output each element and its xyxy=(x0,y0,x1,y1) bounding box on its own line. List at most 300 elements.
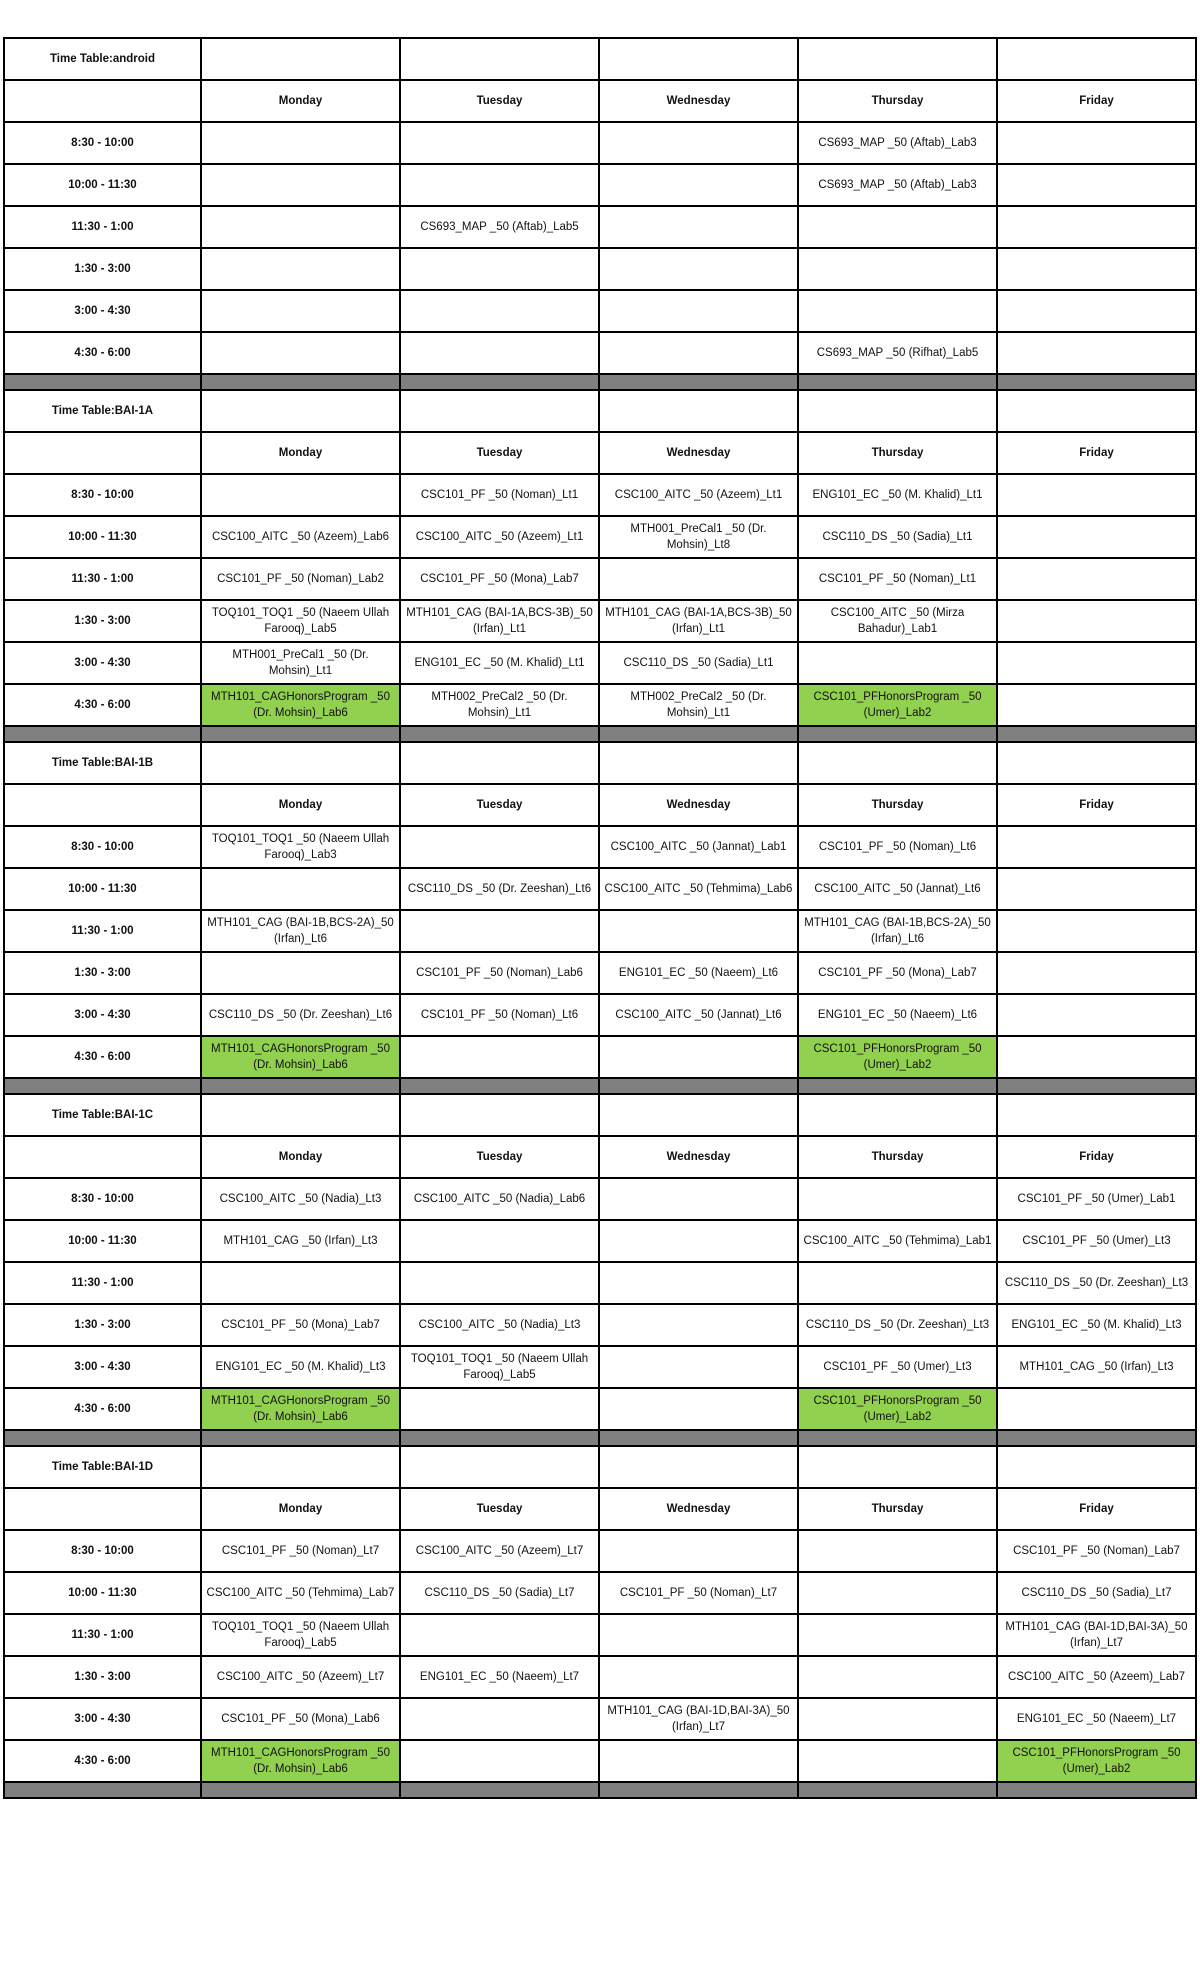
separator-cell xyxy=(599,1782,798,1798)
empty-cell xyxy=(599,1388,798,1430)
day-header-thursday: Thursday xyxy=(798,1488,997,1530)
class-cell: CSC101_PF _50 (Mona)_Lab6 xyxy=(201,1698,400,1740)
time-slot-row xyxy=(4,558,1196,600)
time-slot-row xyxy=(4,206,1196,248)
timetable-title-row xyxy=(4,38,1196,80)
time-slot-label: 10:00 - 11:30 xyxy=(4,868,201,910)
day-header-tuesday: Tuesday xyxy=(400,80,599,122)
timetable-title-row xyxy=(4,742,1196,784)
empty-cell xyxy=(997,1388,1196,1430)
section-separator xyxy=(4,1782,1196,1798)
empty-cell xyxy=(400,1446,599,1488)
class-cell: CSC100_AITC _50 (Azeem)_Lab7 xyxy=(997,1656,1196,1698)
time-slot-label: 10:00 - 11:30 xyxy=(4,164,201,206)
time-slot-row xyxy=(4,290,1196,332)
separator-cell xyxy=(798,1430,997,1446)
timetable-title: Time Table:android xyxy=(4,38,201,80)
class-cell: CS693_MAP _50 (Aftab)_Lab5 xyxy=(400,206,599,248)
day-header-tuesday: Tuesday xyxy=(400,1136,599,1178)
time-slot-label: 11:30 - 1:00 xyxy=(4,1614,201,1656)
class-cell: CSC100_AITC _50 (Mirza Bahadur)_Lab1 xyxy=(798,600,997,642)
empty-cell xyxy=(798,642,997,684)
separator-cell xyxy=(400,1782,599,1798)
empty-cell xyxy=(400,390,599,432)
empty-cell xyxy=(997,390,1196,432)
empty-cell xyxy=(997,290,1196,332)
separator-cell xyxy=(400,374,599,390)
empty-cell xyxy=(997,516,1196,558)
class-cell: CSC101_PF _50 (Umer)_Lab1 xyxy=(997,1178,1196,1220)
time-slot-row xyxy=(4,952,1196,994)
time-slot-label: 8:30 - 10:00 xyxy=(4,1530,201,1572)
empty-cell xyxy=(997,474,1196,516)
class-cell: MTH001_PreCal1 _50 (Dr. Mohsin)_Lt1 xyxy=(201,642,400,684)
empty-cell xyxy=(599,122,798,164)
empty-cell xyxy=(798,390,997,432)
time-slot-label: 10:00 - 11:30 xyxy=(4,1220,201,1262)
empty-cell xyxy=(599,742,798,784)
section-separator xyxy=(4,1430,1196,1446)
empty-cell xyxy=(4,1136,201,1178)
empty-cell xyxy=(997,994,1196,1036)
separator-cell xyxy=(4,1782,201,1798)
empty-cell xyxy=(599,332,798,374)
class-cell: ENG101_EC _50 (M. Khalid)_Lt3 xyxy=(201,1346,400,1388)
empty-cell xyxy=(798,248,997,290)
empty-cell xyxy=(599,1094,798,1136)
class-cell: CSC101_PF _50 (Noman)_Lt6 xyxy=(798,826,997,868)
empty-cell xyxy=(4,432,201,474)
day-header-friday: Friday xyxy=(997,80,1196,122)
time-slot-label: 11:30 - 1:00 xyxy=(4,1262,201,1304)
class-cell: CSC101_PF _50 (Noman)_Lt7 xyxy=(599,1572,798,1614)
time-slot-label: 8:30 - 10:00 xyxy=(4,122,201,164)
timetable-title-row xyxy=(4,1446,1196,1488)
class-cell: CSC110_DS _50 (Dr. Zeeshan)_Lt3 xyxy=(798,1304,997,1346)
time-slot-label: 8:30 - 10:00 xyxy=(4,474,201,516)
class-cell: CS693_MAP _50 (Aftab)_Lab3 xyxy=(798,122,997,164)
day-header-tuesday: Tuesday xyxy=(400,784,599,826)
time-slot-label: 1:30 - 3:00 xyxy=(4,248,201,290)
class-cell: CSC110_DS _50 (Dr. Zeeshan)_Lt3 xyxy=(997,1262,1196,1304)
empty-cell xyxy=(599,1036,798,1078)
empty-cell xyxy=(798,1094,997,1136)
separator-cell xyxy=(798,726,997,742)
empty-cell xyxy=(798,206,997,248)
empty-cell xyxy=(201,164,400,206)
time-slot-row xyxy=(4,910,1196,952)
empty-cell xyxy=(997,600,1196,642)
empty-cell xyxy=(400,910,599,952)
empty-cell xyxy=(798,1656,997,1698)
empty-cell xyxy=(400,248,599,290)
empty-cell xyxy=(599,1304,798,1346)
honors-class-cell: CSC101_PFHonorsProgram _50 (Umer)_Lab2 xyxy=(997,1740,1196,1782)
time-slot-row xyxy=(4,1178,1196,1220)
honors-class-cell: MTH101_CAGHonorsProgram _50 (Dr. Mohsin)_Lab6 xyxy=(201,1388,400,1430)
time-slot-label: 4:30 - 6:00 xyxy=(4,1036,201,1078)
day-header-wednesday: Wednesday xyxy=(599,80,798,122)
empty-cell xyxy=(201,1094,400,1136)
class-cell: CSC101_PF _50 (Mona)_Lab7 xyxy=(201,1304,400,1346)
day-header-friday: Friday xyxy=(997,1488,1196,1530)
empty-cell xyxy=(599,1262,798,1304)
time-slot-label: 1:30 - 3:00 xyxy=(4,600,201,642)
class-cell: CSC101_PF _50 (Noman)_Lab6 xyxy=(400,952,599,994)
class-cell: MTH101_CAG (BAI-1D,BAI-3A)_50 (Irfan)_Lt7 xyxy=(599,1698,798,1740)
separator-cell xyxy=(798,1782,997,1798)
empty-cell xyxy=(798,1178,997,1220)
separator-cell xyxy=(798,374,997,390)
empty-cell xyxy=(201,206,400,248)
separator-cell xyxy=(997,374,1196,390)
separator-cell xyxy=(201,1078,400,1094)
class-cell: MTH101_CAG (BAI-1A,BCS-3B)_50 (Irfan)_Lt1 xyxy=(400,600,599,642)
time-slot-row xyxy=(4,1614,1196,1656)
empty-cell xyxy=(599,558,798,600)
day-header-row xyxy=(4,432,1196,474)
separator-cell xyxy=(997,1078,1196,1094)
day-header-tuesday: Tuesday xyxy=(400,1488,599,1530)
time-slot-row xyxy=(4,642,1196,684)
day-header-monday: Monday xyxy=(201,432,400,474)
separator-cell xyxy=(4,1430,201,1446)
timetable-title: Time Table:BAI-1A xyxy=(4,390,201,432)
class-cell: CSC101_PF _50 (Mona)_Lab7 xyxy=(798,952,997,994)
time-slot-row xyxy=(4,1304,1196,1346)
empty-cell xyxy=(201,390,400,432)
time-slot-label: 11:30 - 1:00 xyxy=(4,206,201,248)
empty-cell xyxy=(798,1530,997,1572)
class-cell: CSC100_AITC _50 (Azeem)_Lt7 xyxy=(400,1530,599,1572)
time-slot-label: 10:00 - 11:30 xyxy=(4,516,201,558)
timetable-title: Time Table:BAI-1B xyxy=(4,742,201,784)
class-cell: ENG101_EC _50 (M. Khalid)_Lt1 xyxy=(400,642,599,684)
separator-cell xyxy=(400,1430,599,1446)
time-slot-label: 4:30 - 6:00 xyxy=(4,1388,201,1430)
day-header-row xyxy=(4,1488,1196,1530)
time-slot-label: 3:00 - 4:30 xyxy=(4,290,201,332)
empty-cell xyxy=(201,952,400,994)
empty-cell xyxy=(997,1094,1196,1136)
empty-cell xyxy=(997,684,1196,726)
time-slot-row xyxy=(4,1220,1196,1262)
separator-cell xyxy=(400,1078,599,1094)
class-cell: CSC101_PF _50 (Noman)_Lt1 xyxy=(798,558,997,600)
empty-cell xyxy=(201,332,400,374)
day-header-thursday: Thursday xyxy=(798,1136,997,1178)
class-cell: CSC100_AITC _50 (Jannat)_Lt6 xyxy=(599,994,798,1036)
empty-cell xyxy=(400,164,599,206)
separator-cell xyxy=(4,374,201,390)
honors-class-cell: MTH101_CAGHonorsProgram _50 (Dr. Mohsin)_Lab6 xyxy=(201,684,400,726)
empty-cell xyxy=(201,742,400,784)
day-header-tuesday: Tuesday xyxy=(400,432,599,474)
empty-cell xyxy=(997,910,1196,952)
class-cell: CSC110_DS _50 (Sadia)_Lt7 xyxy=(400,1572,599,1614)
empty-cell xyxy=(400,1262,599,1304)
time-slot-row xyxy=(4,1530,1196,1572)
day-header-thursday: Thursday xyxy=(798,784,997,826)
day-header-thursday: Thursday xyxy=(798,80,997,122)
empty-cell xyxy=(201,474,400,516)
time-slot-label: 8:30 - 10:00 xyxy=(4,1178,201,1220)
class-cell: MTH101_CAG (BAI-1D,BAI-3A)_50 (Irfan)_Lt7 xyxy=(997,1614,1196,1656)
empty-cell xyxy=(4,1488,201,1530)
empty-cell xyxy=(997,826,1196,868)
empty-cell xyxy=(997,248,1196,290)
section-separator xyxy=(4,1078,1196,1094)
day-header-row xyxy=(4,80,1196,122)
day-header-row xyxy=(4,1136,1196,1178)
time-slot-row xyxy=(4,1388,1196,1430)
time-slot-row xyxy=(4,1346,1196,1388)
time-slot-row xyxy=(4,1656,1196,1698)
time-slot-label: 11:30 - 1:00 xyxy=(4,558,201,600)
empty-cell xyxy=(997,38,1196,80)
class-cell: MTH002_PreCal2 _50 (Dr. Mohsin)_Lt1 xyxy=(599,684,798,726)
separator-cell xyxy=(599,726,798,742)
empty-cell xyxy=(599,1446,798,1488)
time-slot-label: 1:30 - 3:00 xyxy=(4,952,201,994)
empty-cell xyxy=(599,38,798,80)
class-cell: CSC100_AITC _50 (Azeem)_Lab6 xyxy=(201,516,400,558)
separator-cell xyxy=(599,1430,798,1446)
class-cell: TOQ101_TOQ1 _50 (Naeem Ullah Farooq)_Lab5 xyxy=(201,1614,400,1656)
time-slot-row xyxy=(4,826,1196,868)
class-cell: CSC110_DS _50 (Sadia)_Lt1 xyxy=(798,516,997,558)
time-slot-label: 10:00 - 11:30 xyxy=(4,1572,201,1614)
class-cell: CSC100_AITC _50 (Tehmima)_Lab7 xyxy=(201,1572,400,1614)
day-header-monday: Monday xyxy=(201,784,400,826)
class-cell: MTH002_PreCal2 _50 (Dr. Mohsin)_Lt1 xyxy=(400,684,599,726)
empty-cell xyxy=(400,1740,599,1782)
class-cell: CSC100_AITC _50 (Tehmima)_Lab1 xyxy=(798,1220,997,1262)
empty-cell xyxy=(997,558,1196,600)
empty-cell xyxy=(997,1446,1196,1488)
class-cell: CSC101_PF _50 (Umer)_Lt3 xyxy=(798,1346,997,1388)
day-header-wednesday: Wednesday xyxy=(599,784,798,826)
class-cell: CSC110_DS _50 (Sadia)_Lt7 xyxy=(997,1572,1196,1614)
class-cell: ENG101_EC _50 (Naeem)_Lt6 xyxy=(599,952,798,994)
empty-cell xyxy=(400,38,599,80)
separator-cell xyxy=(997,1782,1196,1798)
empty-cell xyxy=(798,1446,997,1488)
empty-cell xyxy=(400,332,599,374)
empty-cell xyxy=(798,1614,997,1656)
time-slot-label: 3:00 - 4:30 xyxy=(4,642,201,684)
time-slot-row xyxy=(4,248,1196,290)
day-header-wednesday: Wednesday xyxy=(599,1136,798,1178)
day-header-monday: Monday xyxy=(201,80,400,122)
day-header-monday: Monday xyxy=(201,1488,400,1530)
empty-cell xyxy=(599,390,798,432)
empty-cell xyxy=(201,868,400,910)
time-slot-label: 8:30 - 10:00 xyxy=(4,826,201,868)
empty-cell xyxy=(400,1698,599,1740)
section-separator xyxy=(4,726,1196,742)
empty-cell xyxy=(201,1446,400,1488)
class-cell: ENG101_EC _50 (Naeem)_Lt7 xyxy=(400,1656,599,1698)
separator-cell xyxy=(599,374,798,390)
empty-cell xyxy=(599,1178,798,1220)
empty-cell xyxy=(599,164,798,206)
empty-cell xyxy=(798,1572,997,1614)
separator-cell xyxy=(997,726,1196,742)
timetable-sheet xyxy=(3,37,1197,1799)
timetable-title: Time Table:BAI-1D xyxy=(4,1446,201,1488)
time-slot-row xyxy=(4,474,1196,516)
class-cell: MTH001_PreCal1 _50 (Dr. Mohsin)_Lt8 xyxy=(599,516,798,558)
timetable-title-row xyxy=(4,390,1196,432)
day-header-friday: Friday xyxy=(997,784,1196,826)
day-header-friday: Friday xyxy=(997,1136,1196,1178)
empty-cell xyxy=(201,290,400,332)
time-slot-row xyxy=(4,684,1196,726)
class-cell: CSC110_DS _50 (Sadia)_Lt1 xyxy=(599,642,798,684)
class-cell: MTH101_CAG _50 (Irfan)_Lt3 xyxy=(997,1346,1196,1388)
class-cell: CSC110_DS _50 (Dr. Zeeshan)_Lt6 xyxy=(201,994,400,1036)
class-cell: CSC100_AITC _50 (Nadia)_Lt3 xyxy=(201,1178,400,1220)
time-slot-label: 3:00 - 4:30 xyxy=(4,994,201,1036)
day-header-wednesday: Wednesday xyxy=(599,1488,798,1530)
class-cell: CSC100_AITC _50 (Nadia)_Lt3 xyxy=(400,1304,599,1346)
time-slot-row xyxy=(4,1572,1196,1614)
class-cell: CSC101_PF _50 (Noman)_Lt6 xyxy=(400,994,599,1036)
time-slot-row xyxy=(4,516,1196,558)
time-slot-label: 4:30 - 6:00 xyxy=(4,332,201,374)
time-slot-label: 1:30 - 3:00 xyxy=(4,1304,201,1346)
empty-cell xyxy=(201,1262,400,1304)
empty-cell xyxy=(599,1220,798,1262)
class-cell: ENG101_EC _50 (Naeem)_Lt7 xyxy=(997,1698,1196,1740)
time-slot-row xyxy=(4,1262,1196,1304)
separator-cell xyxy=(599,1078,798,1094)
empty-cell xyxy=(4,784,201,826)
empty-cell xyxy=(997,332,1196,374)
time-slot-row xyxy=(4,600,1196,642)
class-cell: CSC100_AITC _50 (Azeem)_Lt1 xyxy=(400,516,599,558)
empty-cell xyxy=(997,642,1196,684)
class-cell: CSC100_AITC _50 (Jannat)_Lab1 xyxy=(599,826,798,868)
empty-cell xyxy=(798,290,997,332)
empty-cell xyxy=(400,1614,599,1656)
empty-cell xyxy=(400,290,599,332)
separator-cell xyxy=(798,1078,997,1094)
day-header-thursday: Thursday xyxy=(798,432,997,474)
class-cell: CSC101_PF _50 (Umer)_Lt3 xyxy=(997,1220,1196,1262)
class-cell: CSC101_PF _50 (Noman)_Lab7 xyxy=(997,1530,1196,1572)
empty-cell xyxy=(400,1036,599,1078)
honors-class-cell: MTH101_CAGHonorsProgram _50 (Dr. Mohsin)_Lab6 xyxy=(201,1036,400,1078)
separator-cell xyxy=(201,726,400,742)
time-slot-row xyxy=(4,164,1196,206)
class-cell: MTH101_CAG (BAI-1B,BCS-2A)_50 (Irfan)_Lt6 xyxy=(201,910,400,952)
class-cell: MTH101_CAG (BAI-1B,BCS-2A)_50 (Irfan)_Lt6 xyxy=(798,910,997,952)
timetable-body xyxy=(4,38,1196,1798)
empty-cell xyxy=(997,164,1196,206)
class-cell: TOQ101_TOQ1 _50 (Naeem Ullah Farooq)_Lab3 xyxy=(201,826,400,868)
empty-cell xyxy=(400,826,599,868)
class-cell: CSC100_AITC _50 (Azeem)_Lt1 xyxy=(599,474,798,516)
empty-cell xyxy=(997,868,1196,910)
empty-cell xyxy=(798,742,997,784)
honors-class-cell: CSC101_PFHonorsProgram _50 (Umer)_Lab2 xyxy=(798,1388,997,1430)
separator-cell xyxy=(4,726,201,742)
day-header-friday: Friday xyxy=(997,432,1196,474)
section-separator xyxy=(4,374,1196,390)
empty-cell xyxy=(400,122,599,164)
empty-cell xyxy=(201,122,400,164)
class-cell: CSC100_AITC _50 (Tehmima)_Lab6 xyxy=(599,868,798,910)
empty-cell xyxy=(599,1346,798,1388)
class-cell: CSC101_PF _50 (Noman)_Lab2 xyxy=(201,558,400,600)
empty-cell xyxy=(798,1740,997,1782)
time-slot-label: 3:00 - 4:30 xyxy=(4,1346,201,1388)
class-cell: MTH101_CAG _50 (Irfan)_Lt3 xyxy=(201,1220,400,1262)
time-slot-label: 1:30 - 3:00 xyxy=(4,1656,201,1698)
empty-cell xyxy=(997,122,1196,164)
class-cell: CSC100_AITC _50 (Nadia)_Lab6 xyxy=(400,1178,599,1220)
empty-cell xyxy=(997,742,1196,784)
separator-cell xyxy=(201,1782,400,1798)
empty-cell xyxy=(599,1614,798,1656)
empty-cell xyxy=(798,38,997,80)
timetable-title: Time Table:BAI-1C xyxy=(4,1094,201,1136)
empty-cell xyxy=(997,1036,1196,1078)
empty-cell xyxy=(798,1262,997,1304)
empty-cell xyxy=(400,1094,599,1136)
class-cell: MTH101_CAG (BAI-1A,BCS-3B)_50 (Irfan)_Lt1 xyxy=(599,600,798,642)
separator-cell xyxy=(997,1430,1196,1446)
class-cell: TOQ101_TOQ1 _50 (Naeem Ullah Farooq)_Lab5 xyxy=(400,1346,599,1388)
empty-cell xyxy=(599,248,798,290)
empty-cell xyxy=(997,206,1196,248)
time-slot-row xyxy=(4,1036,1196,1078)
honors-class-cell: CSC101_PFHonorsProgram _50 (Umer)_Lab2 xyxy=(798,1036,997,1078)
time-slot-row xyxy=(4,332,1196,374)
time-slot-label: 4:30 - 6:00 xyxy=(4,1740,201,1782)
empty-cell xyxy=(400,742,599,784)
empty-cell xyxy=(599,1530,798,1572)
separator-cell xyxy=(201,374,400,390)
empty-cell xyxy=(201,38,400,80)
class-cell: CS693_MAP _50 (Aftab)_Lab3 xyxy=(798,164,997,206)
empty-cell xyxy=(400,1388,599,1430)
day-header-monday: Monday xyxy=(201,1136,400,1178)
timetable-title-row xyxy=(4,1094,1196,1136)
class-cell: CSC110_DS _50 (Dr. Zeeshan)_Lt6 xyxy=(400,868,599,910)
class-cell: TOQ101_TOQ1 _50 (Naeem Ullah Farooq)_Lab5 xyxy=(201,600,400,642)
day-header-row xyxy=(4,784,1196,826)
day-header-wednesday: Wednesday xyxy=(599,432,798,474)
time-slot-label: 3:00 - 4:30 xyxy=(4,1698,201,1740)
time-slot-label: 4:30 - 6:00 xyxy=(4,684,201,726)
honors-class-cell: MTH101_CAGHonorsProgram _50 (Dr. Mohsin)_Lab6 xyxy=(201,1740,400,1782)
time-slot-row xyxy=(4,994,1196,1036)
time-slot-row xyxy=(4,122,1196,164)
empty-cell xyxy=(599,1740,798,1782)
separator-cell xyxy=(400,726,599,742)
class-cell: CSC101_PF _50 (Noman)_Lt1 xyxy=(400,474,599,516)
empty-cell xyxy=(798,1698,997,1740)
honors-class-cell: CSC101_PFHonorsProgram _50 (Umer)_Lab2 xyxy=(798,684,997,726)
empty-cell xyxy=(599,1656,798,1698)
empty-cell xyxy=(599,290,798,332)
class-cell: CSC100_AITC _50 (Jannat)_Lt6 xyxy=(798,868,997,910)
separator-cell xyxy=(4,1078,201,1094)
class-cell: CS693_MAP _50 (Rifhat)_Lab5 xyxy=(798,332,997,374)
